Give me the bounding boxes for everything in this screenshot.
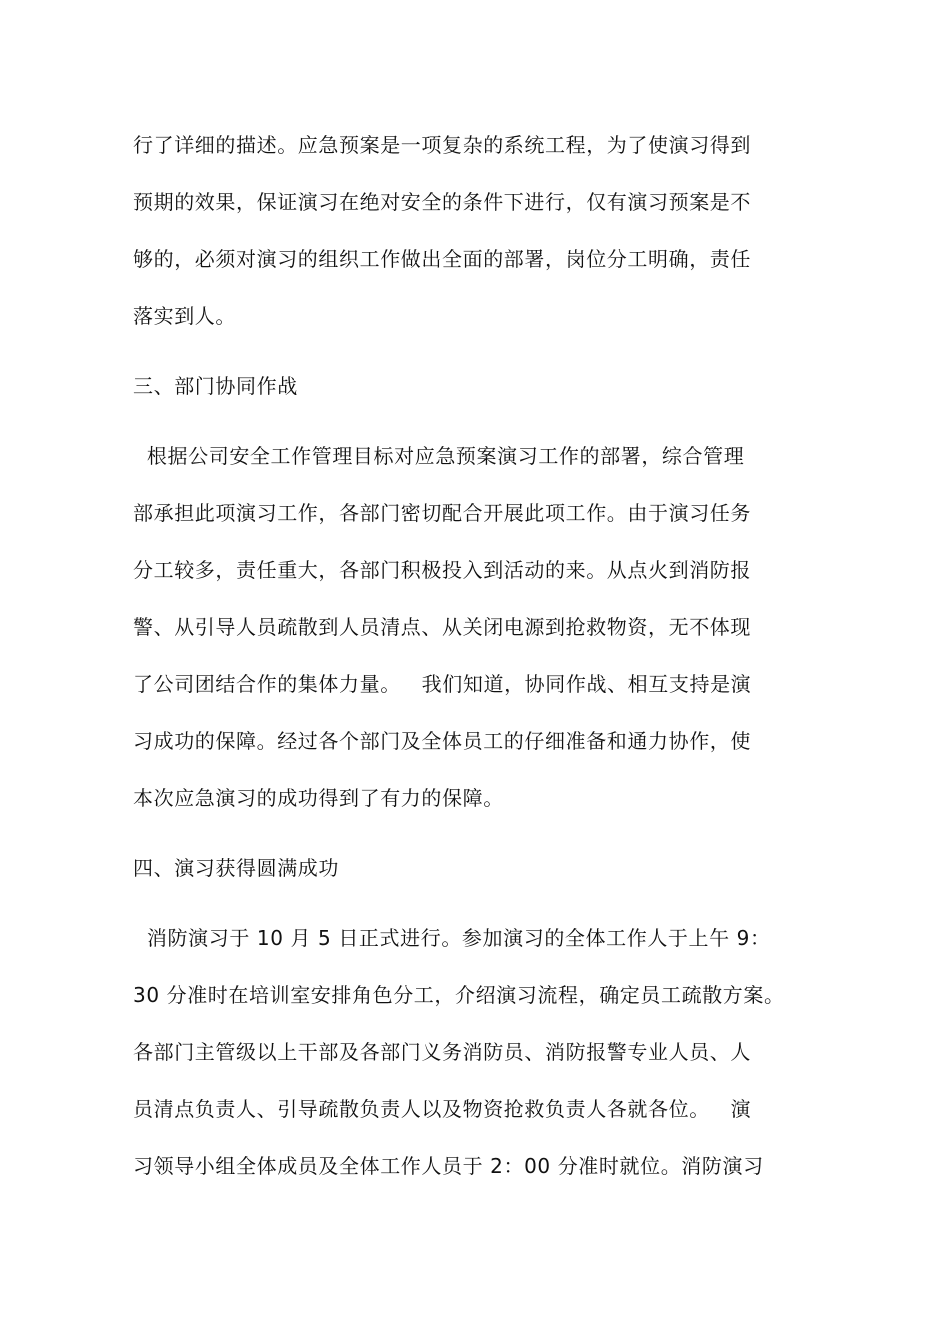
paragraph-line: 了公司团结合作的集体力量。 我们知道，协同作战、相互支持是演: [133, 672, 752, 696]
paragraph-line: 习成功的保障。经过各个部门及全体员工的仔细准备和通力协作，使: [133, 729, 751, 753]
section-heading: 四、演习获得圆满成功: [133, 856, 339, 880]
section-heading: 三、部门协同作战: [133, 374, 298, 398]
paragraph-line: 习领导小组全体成员及全体工作人员于 2：00 分准时就位。消防演习: [133, 1154, 764, 1178]
paragraph-line: 落实到人。: [133, 304, 236, 328]
paragraph-line: 消防演习于 10 月 5 日正式进行。参加演习的全体工作人于上午 9：: [133, 926, 771, 950]
paragraph-line: 各部门主管级以上干部及各部门义务消防员、消防报警专业人员、人: [133, 1040, 751, 1064]
paragraph-line: 行了详细的描述。应急预案是一项复杂的系统工程，为了使演习得到: [133, 133, 751, 157]
paragraph-line: 30 分准时在培训室安排角色分工，介绍演习流程，确定员工疏散方案。: [133, 983, 785, 1007]
paragraph-line: 本次应急演习的成功得到了有力的保障。: [133, 786, 504, 810]
paragraph-line: 根据公司安全工作管理目标对应急预案演习工作的部署，综合管理: [133, 444, 745, 468]
paragraph-line: 员清点负责人、引导疏散负责人以及物资抢救负责人各就各位。 演: [133, 1097, 752, 1121]
paragraph-line: 警、从引导人员疏散到人员清点、从关闭电源到抢救物资，无不体现: [133, 615, 751, 639]
paragraph-line: 分工较多，责任重大，各部门积极投入到活动的来。从点火到消防报: [133, 558, 751, 582]
paragraph-line: 够的，必须对演习的组织工作做出全面的部署，岗位分工明确，责任: [133, 247, 751, 271]
paragraph-line: 预期的效果，保证演习在绝对安全的条件下进行，仅有演习预案是不: [133, 190, 751, 214]
paragraph-line: 部承担此项演习工作，各部门密切配合开展此项工作。由于演习任务: [133, 501, 751, 525]
